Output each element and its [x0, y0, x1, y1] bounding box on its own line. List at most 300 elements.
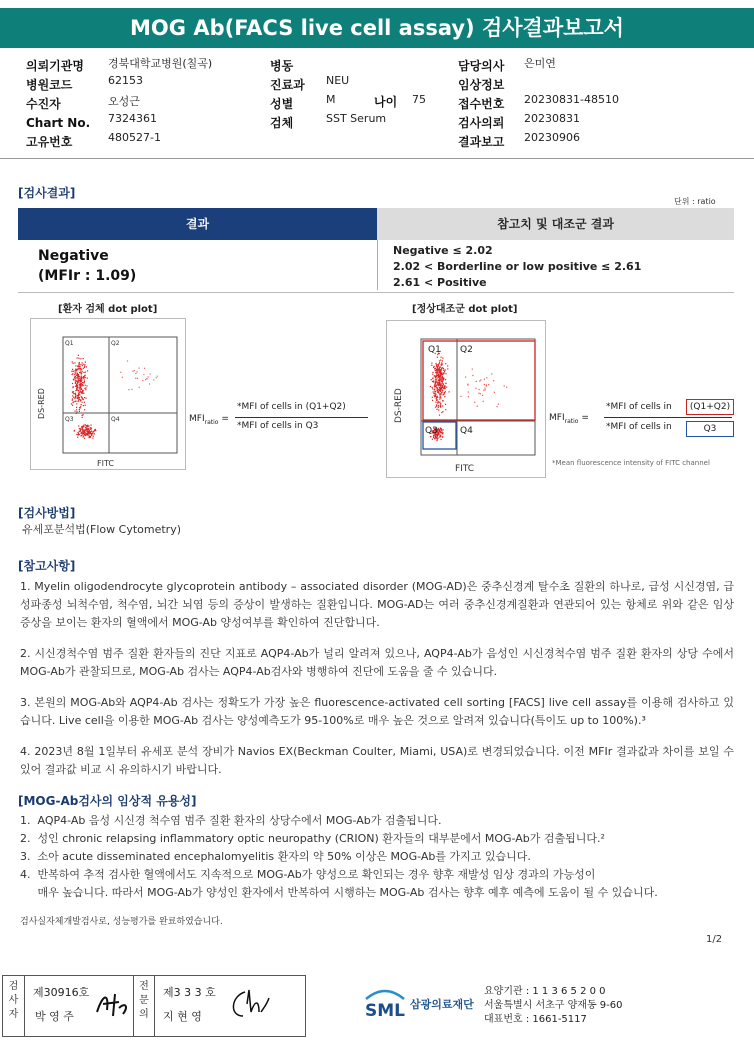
dot-event: [467, 385, 468, 386]
dot-event: [445, 404, 446, 405]
dot-event: [81, 433, 82, 434]
dot-event: [498, 404, 499, 405]
dot-event: [139, 387, 140, 388]
dot-event: [497, 406, 498, 407]
dot-event: [440, 403, 441, 404]
dot-event: [135, 373, 136, 374]
dot-event: [441, 439, 442, 440]
dot-event: [435, 376, 436, 377]
dot-event: [440, 406, 441, 407]
dot-event: [78, 374, 79, 375]
dot-event: [72, 392, 73, 393]
dot-event: [80, 364, 81, 365]
dot-event: [84, 432, 85, 433]
dot-event: [92, 433, 93, 434]
dot-event: [468, 391, 469, 392]
value-institution: 경북대학교병원(칠곡): [108, 57, 213, 70]
clinical-list: [20, 812, 734, 902]
dot-event: [447, 365, 448, 366]
dot-event: [94, 433, 95, 434]
dot-event: [75, 386, 76, 387]
examiner-label-char3: 자: [8, 1009, 19, 1020]
dot-event: [71, 403, 72, 404]
dot-event: [441, 379, 442, 380]
control-mfi-eq: =: [581, 413, 589, 423]
patient-mfi-sub: ratio: [204, 418, 219, 426]
dot-event: [442, 436, 443, 437]
dot-event: [437, 367, 438, 368]
dot-event: [84, 397, 85, 398]
dot-event: [443, 373, 444, 374]
dot-event: [444, 396, 445, 397]
dot-event: [442, 405, 443, 406]
dot-event: [493, 380, 494, 381]
dot-event: [434, 389, 435, 390]
dot-event: [76, 377, 77, 378]
dot-event: [79, 366, 80, 367]
dot-event: [437, 377, 438, 378]
control-formula-line: [604, 417, 732, 418]
result-value: Negative: [38, 248, 109, 264]
results-divider: [18, 292, 734, 293]
dot-event: [75, 371, 76, 372]
dot-event: [79, 384, 80, 385]
dot-event: [439, 390, 440, 391]
notes-title: [참고사항]: [18, 559, 76, 573]
dot-event: [132, 371, 133, 372]
dot-event: [85, 362, 86, 363]
dot-event: [80, 386, 81, 387]
dot-event: [85, 385, 86, 386]
dot-event: [82, 393, 83, 394]
dot-event: [148, 376, 149, 377]
dot-event: [79, 394, 80, 395]
dot-event: [83, 358, 84, 359]
dot-event: [73, 363, 74, 364]
dot-event: [432, 381, 433, 382]
dot-event: [78, 378, 79, 379]
dot-event: [81, 385, 82, 386]
company-address: 서울특별시 서초구 양재동 9-60: [484, 1000, 623, 1011]
reference-ranges: [393, 243, 641, 291]
dot-event: [442, 364, 443, 365]
dot-event: [434, 438, 435, 439]
patient-ylabel: DS-RED: [37, 388, 46, 419]
dot-event: [134, 370, 135, 371]
dot-event: [436, 406, 437, 407]
dot-event: [77, 383, 78, 384]
dot-event: [84, 375, 85, 376]
dot-event: [92, 432, 93, 433]
dot-event: [81, 426, 82, 427]
dot-event: [438, 373, 439, 374]
label-sex: 성별: [270, 97, 294, 111]
dot-event: [430, 386, 431, 387]
examiner-name: 박 영 주: [35, 1010, 74, 1023]
result-mfir: (MFIr : 1.09): [38, 268, 137, 284]
dot-event: [84, 366, 85, 367]
dot-event: [445, 369, 446, 370]
dot-event: [486, 377, 487, 378]
dot-event: [439, 415, 440, 416]
dot-event: [89, 431, 90, 432]
dot-event: [437, 438, 438, 439]
dot-event: [438, 392, 439, 393]
dot-event: [76, 375, 77, 376]
dot-event: [72, 405, 73, 406]
dot-event: [81, 435, 82, 436]
dot-event: [79, 409, 80, 410]
label-unique-no: 고유번호: [26, 135, 73, 149]
patient-dotplot: [30, 318, 186, 470]
value-report-date: 20230906: [524, 131, 580, 144]
dot-event: [75, 365, 76, 366]
value-patient-name: 오성근: [108, 95, 140, 108]
dot-event: [81, 377, 82, 378]
clinical-item-4: 4. 반복하여 추적 검사한 혈액에서도 지속적으로 MOG-Ab가 양성으로 확인되는 경우 향후 재발성 임상 경과의 가능성이: [20, 868, 596, 881]
dot-event: [480, 393, 481, 394]
signature-box: [2, 975, 306, 1037]
dot-event: [445, 383, 446, 384]
dot-event: [442, 376, 443, 377]
dot-event: [83, 368, 84, 369]
dot-event: [441, 429, 442, 430]
dot-event: [86, 426, 87, 427]
dot-event: [81, 373, 82, 374]
dot-event: [79, 372, 80, 373]
dot-event: [435, 391, 436, 392]
specialist-label-char3: 의: [139, 1009, 149, 1020]
dot-event: [432, 400, 433, 401]
control-q4-label: Q4: [460, 426, 473, 436]
dot-event: [483, 401, 484, 402]
dot-event: [75, 401, 76, 402]
dot-event: [435, 381, 436, 382]
dot-event: [439, 431, 440, 432]
dot-event: [485, 389, 486, 390]
dot-event: [472, 375, 473, 376]
label-department: 진료과: [270, 78, 305, 92]
dot-event: [78, 401, 79, 402]
dot-event: [437, 371, 438, 372]
clinical-item-4-cont: 매우 높습니다. 따라서 MOG-Ab가 양성인 환자에서 반복하여 시행하는 MOG-Ab 검사는 향후 예후 예측에 도움이 될 수 있습니다.: [20, 886, 658, 899]
dot-event: [76, 389, 77, 390]
dot-event: [136, 371, 137, 372]
dot-event: [143, 374, 144, 375]
dot-event: [443, 378, 444, 379]
dot-event: [81, 383, 82, 384]
dot-event: [494, 392, 495, 393]
dot-event: [444, 371, 445, 372]
dot-event: [440, 371, 441, 372]
dot-event: [435, 372, 436, 373]
dot-event: [439, 436, 440, 437]
mfi-footnote: *Mean fluorescence intensity of FITC channel: [552, 459, 710, 467]
control-q1-label: Q1: [428, 345, 441, 355]
dot-event: [77, 385, 78, 386]
dot-event: [74, 377, 75, 378]
dot-event: [439, 369, 440, 370]
dot-event: [139, 368, 140, 369]
dot-event: [82, 391, 83, 392]
control-dotplot: [386, 320, 546, 478]
patient-q3-label: Q3: [65, 416, 74, 423]
specialist-signature: [225, 986, 271, 1022]
dot-event: [91, 435, 92, 436]
dot-event: [436, 373, 437, 374]
column-divider: [377, 240, 378, 290]
dot-event: [433, 380, 434, 381]
dot-event: [444, 392, 445, 393]
dot-event: [474, 402, 475, 403]
dot-event: [72, 400, 73, 401]
dot-event: [85, 389, 86, 390]
dot-event: [75, 373, 76, 374]
dot-event: [74, 430, 75, 431]
dot-event: [468, 396, 469, 397]
dot-event: [77, 387, 78, 388]
examiner-label-char1: 검: [8, 981, 19, 992]
dot-event: [78, 398, 79, 399]
dot-event: [79, 363, 80, 364]
dot-event: [80, 391, 81, 392]
dot-event: [85, 387, 86, 388]
method-title: [검사방법]: [18, 506, 76, 520]
dot-event: [82, 365, 83, 366]
note-item-3: 3. 본원의 MOG-Ab와 AQP4-Ab 검사는 정확도가 가장 높은 fluorescence-activated cell sorting [FACS] live cell assay를 이용해 검사하고 있습니다. Live cell을 이용한 MOG-Ab 검사는 양성예측도가 95-100%로 매우 높은 것으로 알려져 있습니다(특이도 up to 100%).³: [20, 696, 734, 727]
dot-event: [442, 411, 443, 412]
value-age: 75: [412, 93, 426, 106]
dot-event: [435, 437, 436, 438]
dot-event: [440, 389, 441, 390]
dot-event: [430, 436, 431, 437]
dot-event: [437, 439, 438, 440]
dot-event: [82, 428, 83, 429]
label-receipt-no: 접수번호: [458, 97, 505, 111]
dot-event: [80, 407, 81, 408]
info-divider: [0, 158, 754, 159]
dot-event: [435, 386, 436, 387]
dot-event: [82, 434, 83, 435]
dot-event: [77, 437, 78, 438]
dot-event: [443, 388, 444, 389]
control-xlabel: FITC: [455, 464, 475, 474]
dot-event: [72, 369, 73, 370]
dot-event: [436, 379, 437, 380]
dot-event: [437, 389, 438, 390]
note-item-4: 4. 2023년 8월 1일부터 유세포 분석 장비가 Navios EX(Beckman Coulter, Miami, USA)로 변경되었습니다. 이전 MFIr 결과값과 차이를 보일 수 있어 결과값 비교 시 유의하시기 바랍니다.: [20, 745, 734, 776]
dot-event: [437, 399, 438, 400]
patient-dotplot-svg: [31, 319, 185, 469]
dot-event: [440, 360, 441, 361]
dot-event: [76, 386, 77, 387]
patient-xlabel: FITC: [97, 459, 114, 468]
dot-event: [84, 409, 85, 410]
dot-event: [438, 405, 439, 406]
dot-event: [438, 365, 439, 366]
dot-event: [436, 364, 437, 365]
dot-event: [434, 396, 435, 397]
dot-event: [79, 397, 80, 398]
value-department: NEU: [326, 74, 350, 87]
dot-event: [446, 387, 447, 388]
dot-event: [84, 364, 85, 365]
dot-event: [75, 411, 76, 412]
dot-event: [73, 379, 74, 380]
dot-event: [88, 425, 89, 426]
dot-event: [76, 397, 77, 398]
dot-event: [436, 404, 437, 405]
examiner-signature: [93, 988, 133, 1020]
value-specimen: SST Serum: [326, 112, 387, 125]
dot-event: [153, 379, 154, 380]
examiner-label-char2: 사: [8, 995, 19, 1006]
dot-event: [73, 402, 74, 403]
dot-event: [480, 379, 481, 380]
dot-event: [82, 427, 83, 428]
dot-event: [433, 391, 434, 392]
patient-q4-label: Q4: [111, 416, 120, 423]
dot-event: [78, 435, 79, 436]
dot-event: [78, 358, 79, 359]
dot-event: [431, 365, 432, 366]
dot-event: [432, 372, 433, 373]
dot-event: [86, 427, 87, 428]
dot-event: [72, 374, 73, 375]
dot-event: [436, 385, 437, 386]
dot-event: [83, 364, 84, 365]
dot-event: [80, 430, 81, 431]
dot-event: [81, 392, 82, 393]
dot-event: [76, 403, 77, 404]
dot-event: [85, 405, 86, 406]
dot-event: [433, 367, 434, 368]
dot-event: [79, 434, 80, 435]
dot-event: [438, 401, 439, 402]
dot-event: [438, 434, 439, 435]
dot-event: [88, 428, 89, 429]
dot-event: [79, 368, 80, 369]
patient-formula-line: [235, 417, 368, 418]
dot-event: [444, 385, 445, 386]
dot-event: [441, 412, 442, 413]
dot-event: [435, 392, 436, 393]
dot-event: [83, 435, 84, 436]
dot-event: [85, 372, 86, 373]
dot-event: [157, 376, 158, 377]
dot-event: [72, 361, 73, 362]
dot-event: [128, 389, 129, 390]
dot-event: [435, 402, 436, 403]
dot-event: [78, 380, 79, 381]
note-item-2: 2. 시신경척수염 범주 질환 환자들의 진단 지표로 AQP4-Ab가 널리 알려져 있으나, AQP4-Ab가 음성인 시신경척수염 범주 질환 환자의 상당 수에서 MOG-Ab가 관찰되므로, MOG-Ab 검사는 AQP4-Ab검사와 병행하여 진단에 도움을 줄 수 있습니다.: [20, 647, 734, 678]
reference-borderline: 2.02 < Borderline or low positive ≤ 2.61: [393, 260, 642, 273]
info-col1: [26, 55, 266, 150]
dot-event: [472, 369, 473, 370]
label-hospital-code: 병원코드: [26, 78, 73, 92]
dot-event: [441, 393, 442, 394]
label-institution: 의뢰기관명: [26, 59, 84, 73]
dot-event: [84, 381, 85, 382]
value-doctor: 은미연: [524, 57, 556, 70]
dot-event: [437, 391, 438, 392]
dot-event: [504, 385, 505, 386]
dot-event: [460, 396, 461, 397]
dot-event: [78, 376, 79, 377]
dot-event: [72, 383, 73, 384]
dot-event: [442, 386, 443, 387]
dot-event: [73, 397, 74, 398]
dot-event: [432, 378, 433, 379]
dot-event: [440, 397, 441, 398]
dot-event: [445, 409, 446, 410]
patient-q1-label: Q1: [65, 340, 74, 347]
dot-event: [441, 357, 442, 358]
dot-event: [440, 386, 441, 387]
control-mfi-sub: ratio: [564, 417, 579, 425]
dot-event: [85, 424, 86, 425]
dot-event: [83, 426, 84, 427]
control-mfi-text: MFI: [549, 413, 565, 423]
dot-event: [90, 437, 91, 438]
dot-event: [86, 385, 87, 386]
dot-event: [434, 366, 435, 367]
dot-event: [76, 434, 77, 435]
dot-event: [82, 362, 83, 363]
specialist-number: 제3 3 3 호: [163, 986, 216, 999]
dot-event: [438, 410, 439, 411]
dot-event: [435, 368, 436, 369]
dot-event: [445, 363, 446, 364]
dot-event: [73, 371, 74, 372]
dot-event: [75, 395, 76, 396]
dot-event: [432, 388, 433, 389]
dot-event: [82, 417, 83, 418]
label-report-date: 결과보고: [458, 135, 505, 149]
dot-event: [478, 393, 479, 394]
dot-event: [87, 370, 88, 371]
dot-event: [86, 366, 87, 367]
dot-event: [146, 378, 147, 379]
dot-event: [76, 411, 77, 412]
dot-event: [77, 432, 78, 433]
dot-event: [483, 390, 484, 391]
patient-dotplot-title: [환자 검체 dot plot]: [58, 304, 158, 315]
control-formula-den-box: Q3: [686, 421, 734, 437]
dot-event: [76, 380, 77, 381]
clinical-item-2: 2. 성인 chronic relapsing inflammatory optic neuropathy (CRION) 환자들의 대부분에서 MOG-Ab가 검출됩니다.²: [20, 832, 605, 845]
dot-event: [432, 387, 433, 388]
value-receipt-no: 20230831-48510: [524, 93, 619, 106]
value-sex: M: [326, 93, 336, 106]
dot-event: [442, 429, 443, 430]
control-q3-label: Q3: [425, 426, 438, 436]
dot-event: [442, 387, 443, 388]
dot-event: [77, 395, 78, 396]
dot-event: [81, 404, 82, 405]
result-column-header: 결과: [18, 208, 377, 240]
dot-event: [90, 432, 91, 433]
dot-event: [86, 431, 87, 432]
dot-event: [439, 360, 440, 361]
dot-event: [74, 362, 75, 363]
dot-event: [436, 409, 437, 410]
dot-event: [443, 368, 444, 369]
specialist-name: 지 현 영: [163, 1010, 202, 1023]
dot-event: [82, 371, 83, 372]
dot-event: [144, 368, 145, 369]
dot-event: [150, 373, 151, 374]
